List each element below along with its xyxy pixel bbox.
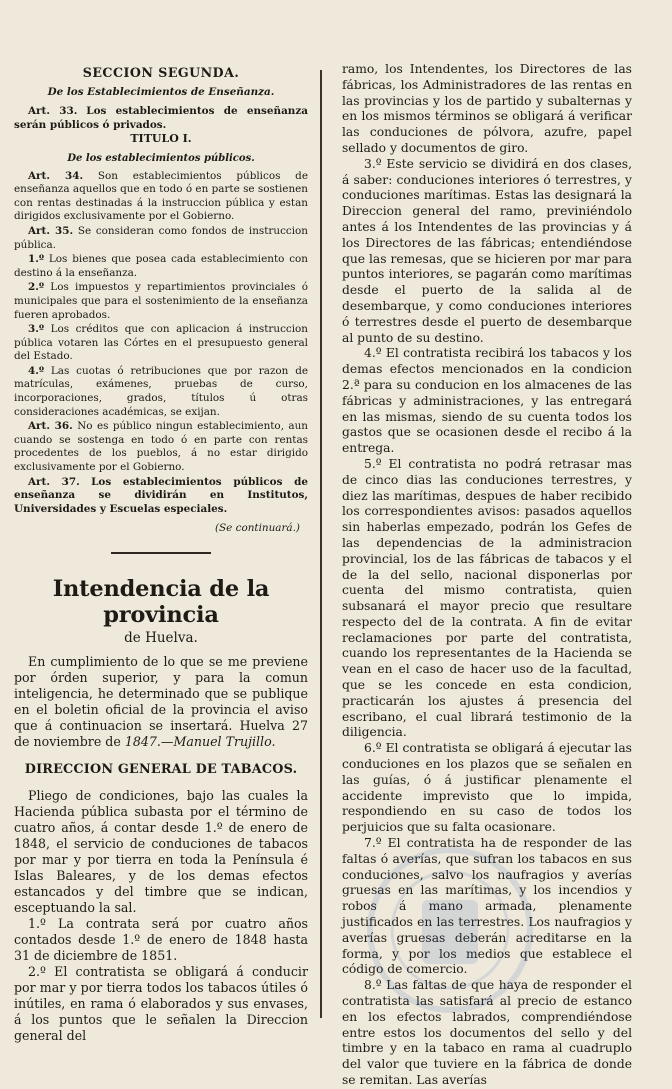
- notice-text: En cumplimiento de lo que se me previene por órden superior, y para la comun inteligencia, he determinado que se publique en el boletin oficial de la provincia el aviso que á continuacion se insertará. Huelva 27 de noviembre de: [14, 654, 308, 749]
- fund-item-4: [14, 365, 308, 419]
- education-law-block: [14, 66, 308, 536]
- fund-item-2: [14, 281, 308, 322]
- fund-item-2-text: Los impuestos y repartimientos provinciales ó municipales que para el sostenimiento de la enseñanza fueren aprobados.: [14, 281, 308, 321]
- condition-6: 6.º El contratista se obligará á ejecutar las conduciones en los plazos que se señalen en las guías, ó á justificar plenamente el accidente imprevisto que lo impida, respondiendo en su caso de todos los perjuicios que su falta ocasionare.: [342, 741, 632, 835]
- article-33-label: Art. 33.: [28, 105, 78, 118]
- article-35-label: Art. 35.: [28, 224, 74, 237]
- condition-7: 7.º El contratista ha de responder de las faltas ó averías, que sufran los tabacos en sus conduciones, salvo los naufragios y averías gruesas en las marítimas, y los incendios y robos á mano armada, plenamente justificados en las terrestres. Los naufragios y averías gruesas deberán acreditarse en la forma, y por los medios que establece el código de comercio.: [342, 836, 632, 977]
- condition-2-continued: ramo, los Intendentes, los Directores de las fábricas, los Administradores de las rentas en las provincias y los de partido y subalternas y en los mismos términos se obligará á verificar las conduciones de pólvora, azufre, papel sellado y documentos de giro.: [342, 62, 632, 155]
- fund-item-1-label: 1.º: [28, 253, 45, 266]
- article-33: [14, 105, 308, 132]
- article-34-label: Art. 34.: [28, 169, 84, 182]
- condition-4: 4.º El contratista recibirá los tabacos y los demas efectos mencionados en la condicion 2.ª para su conducion en los almacenes de las fábricas y administraciones, y las entregará en las mismas, siendo de su cuenta todos los gastos que se ocasionen desde el recibo á la entrega.: [342, 346, 632, 456]
- fund-item-2-label: 2.º: [28, 281, 45, 294]
- notice-signature: 1847.—Manuel Trujillo.: [124, 734, 276, 749]
- direccion-title: DIRECCION GENERAL DE TABACOS.: [24, 762, 298, 777]
- notice-paragraph: [14, 654, 308, 750]
- condition-5: 5.º El contratista no podrá retrasar mas de cinco dias las conduciones terrestres, y diez las marítimas, despues de haber recibido los correspondientes avisos: pasados aquellos sin haberlas empezado, podrán los Gefes de las dependencias de la administracion provincial, los de las fábricas de tabacos y el de la del sello, nacional disponerlas por cuenta del mismo contratista, quien subsanará el mayor precio que resultare respecto del de la contrata. A fin de evitar reclamaciones por parte del contratista, cuando los representantes de la Hacienda se vean en el caso de hacer uso de la facultad, que se les concede en esta condicion, practicarán los ajustes á presencia del escribano, el cual librará testimonio de la diligencia.: [342, 456, 632, 740]
- condition-8: 8.º Las faltas de que haya de responder el contratista las satisfará al precio de estanco en los efectos labrados, comprendiéndose entre estos los documentos del sello y del timbre y en la tabaco en rama al cuadruplo del valor que tuviere en la fábrica de donde se remitan. Las averías: [342, 978, 632, 1087]
- fund-item-1: [14, 253, 308, 280]
- article-37-text: Los establecimientos públicos de enseñanza se dividirán en Institutos, Universidades y Escuelas especiales.: [14, 475, 308, 515]
- condition-3: 3.º Este servicio se dividirá en dos clases, á saber: conduciones interiores ó terrestres, y conduciones marítimas. Estas las designará la Direccion general del ramo, previniéndolo antes á los Intendentes de las provincias y á los Directores de las fábricas; entendiéndose que las remesas, que se hicieren por mar para puntos interiores, se pagarán como marítimas desde el puerto de la salida al de desembarque, y como conduciones interiores ó terrestres desde el puerto de desembarque al punto de su destino.: [342, 156, 632, 345]
- titulo-subtitle: De los establecimientos públicos.: [67, 152, 255, 164]
- continued-note: (Se continuará.): [215, 522, 300, 535]
- article-37: [14, 476, 308, 517]
- fund-item-3: [14, 323, 308, 364]
- article-36-text: No es público ningun establecimiento, aun cuando se sostenga en todo ó en parte con rentas procedentes de los pueblos, á no estar dirigido exclusivamente por el Gobierno.: [14, 420, 308, 474]
- condition-2-start: 2.º El contratista se obligará á conducir por mar y por tierra todos los tabacos útiles ó inútiles, en rama ó elaborados y sus envases, á los puntos que le señalen la Direccion general del: [14, 964, 308, 1043]
- intendencia-subtitle: de Huelva.: [124, 630, 198, 646]
- intendencia-title: Intendencia de la provincia: [52, 576, 270, 628]
- section-subtitle: De los Establecimientos de Enseñanza.: [47, 85, 275, 98]
- fund-item-1-text: Los bienes que posea cada establecimiento con destino á la enseñanza.: [14, 253, 308, 279]
- column-rule: [320, 70, 322, 1018]
- pliego-paragraph: Pliego de condiciones, bajo las cuales la Hacienda pública subasta por el término de cuatro años, á contar desde 1.º de enero de 1848, el servicio de conduciones de tabacos por mar y por tierra en toda la Península é Islas Baleares, y de los demas efectos estancados y del timbre que se indican, esceptuando la sal.: [14, 788, 308, 915]
- titulo-heading: TITULO I.: [130, 132, 192, 146]
- fund-item-4-label: 4.º: [28, 364, 45, 377]
- fund-item-3-text: Los créditos que con aplicacion á instruccion pública votaren las Córtes en el presupuesto general del Estado.: [14, 323, 308, 363]
- article-36: [14, 420, 308, 474]
- section-title: SECCION SEGUNDA.: [82, 65, 240, 80]
- article-34: [14, 170, 308, 224]
- article-34-text: Son establecimientos públicos de enseñanza aquellos que en todo ó en parte se sostienen con rentas destinadas á la instruccion pública y estan dirigidos exclusivamente por el Gobierno.: [14, 169, 308, 223]
- notice-block: [14, 654, 308, 1044]
- article-35: [14, 225, 308, 252]
- left-column: [14, 62, 308, 1044]
- fund-item-3-label: 3.º: [28, 323, 45, 336]
- section-divider: [111, 552, 211, 554]
- right-column: [342, 62, 632, 1089]
- article-36-label: Art. 36.: [28, 420, 73, 433]
- fund-item-4-text: Las cuotas ó retribuciones que por razon de matrículas, exámenes, pruebas de curso, incorporaciones, grados, títulos ú otras consideraciones académicas, se exijan.: [14, 364, 308, 418]
- article-35-text: Se consideran como fondos de instruccion pública.: [14, 224, 308, 251]
- condition-1: 1.º La contrata será por cuatro años contados desde 1.º de enero de 1848 hasta 31 de diciembre de 1851.: [14, 916, 308, 963]
- article-33-text: Los establecimientos de enseñanza serán públicos ó privados.: [14, 105, 308, 131]
- article-37-label: Art. 37.: [28, 475, 80, 488]
